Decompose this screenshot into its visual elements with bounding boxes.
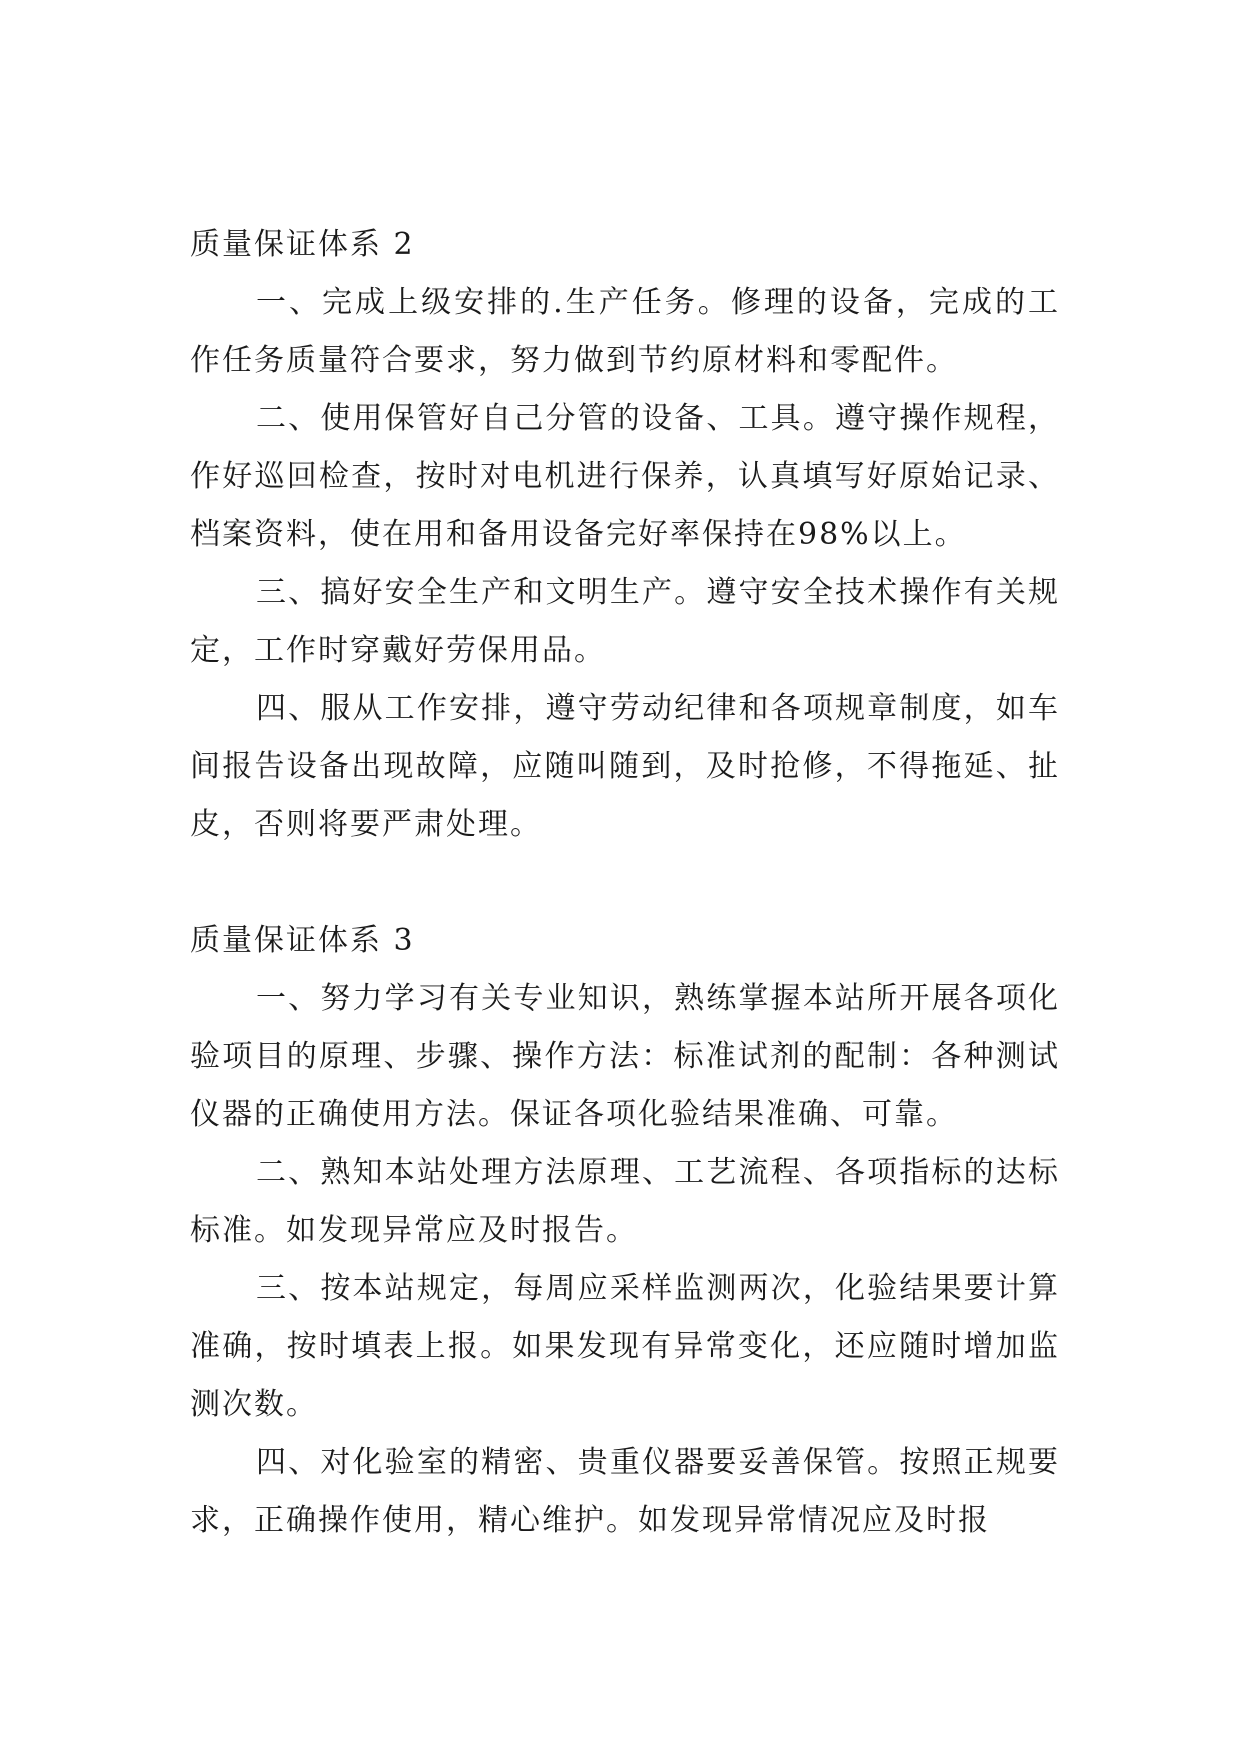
- paragraph: 一、努力学习有关专业知识，熟练掌握本站所开展各项化验项目的原理、步骤、操作方法：标准试剂的配制：各种测试仪器的正确使用方法。保证各项化验结果准确、可靠。: [190, 981, 1060, 1132]
- paragraph: 二、熟知本站处理方法原理、工艺流程、各项指标的达标标准。如发现异常应及时报告。: [190, 1155, 1060, 1248]
- paragraph: 四、服从工作安排，遵守劳动纪律和各项规章制度，如车间报告设备出现故障，应随叫随到，及时抢修，不得拖延、扯皮，否则将要严肃处理。: [190, 691, 1060, 842]
- paragraph: 一、完成上级安排的.生产任务。修理的设备，完成的工作任务质量符合要求，努力做到节约原材料和零配件。: [190, 285, 1060, 378]
- paragraph: 二、使用保管好自己分管的设备、工具。遵守操作规程，作好巡回检查，按时对电机进行保养，认真填写好原始记录、档案资料，使在用和备用设备完好率保持在98%以上。: [190, 401, 1060, 552]
- section-quality-system-2: [190, 216, 1060, 854]
- section-title: 质量保证体系 3: [190, 923, 415, 958]
- paragraph: 三、按本站规定，每周应采样监测两次，化验结果要计算准确，按时填表上报。如果发现有异常变化，还应随时增加监测次数。: [190, 1271, 1060, 1422]
- section-title: 质量保证体系 2: [190, 227, 415, 262]
- paragraph: 三、搞好安全生产和文明生产。遵守安全技术操作有关规定，工作时穿戴好劳保用品。: [190, 575, 1060, 668]
- section-quality-system-3: [190, 912, 1060, 1550]
- paragraph: 四、对化验室的精密、贵重仪器要妥善保管。按照正规要求，正确操作使用，精心维护。如发现异常情况应及时报: [190, 1445, 1060, 1538]
- document-body: [190, 216, 1060, 1550]
